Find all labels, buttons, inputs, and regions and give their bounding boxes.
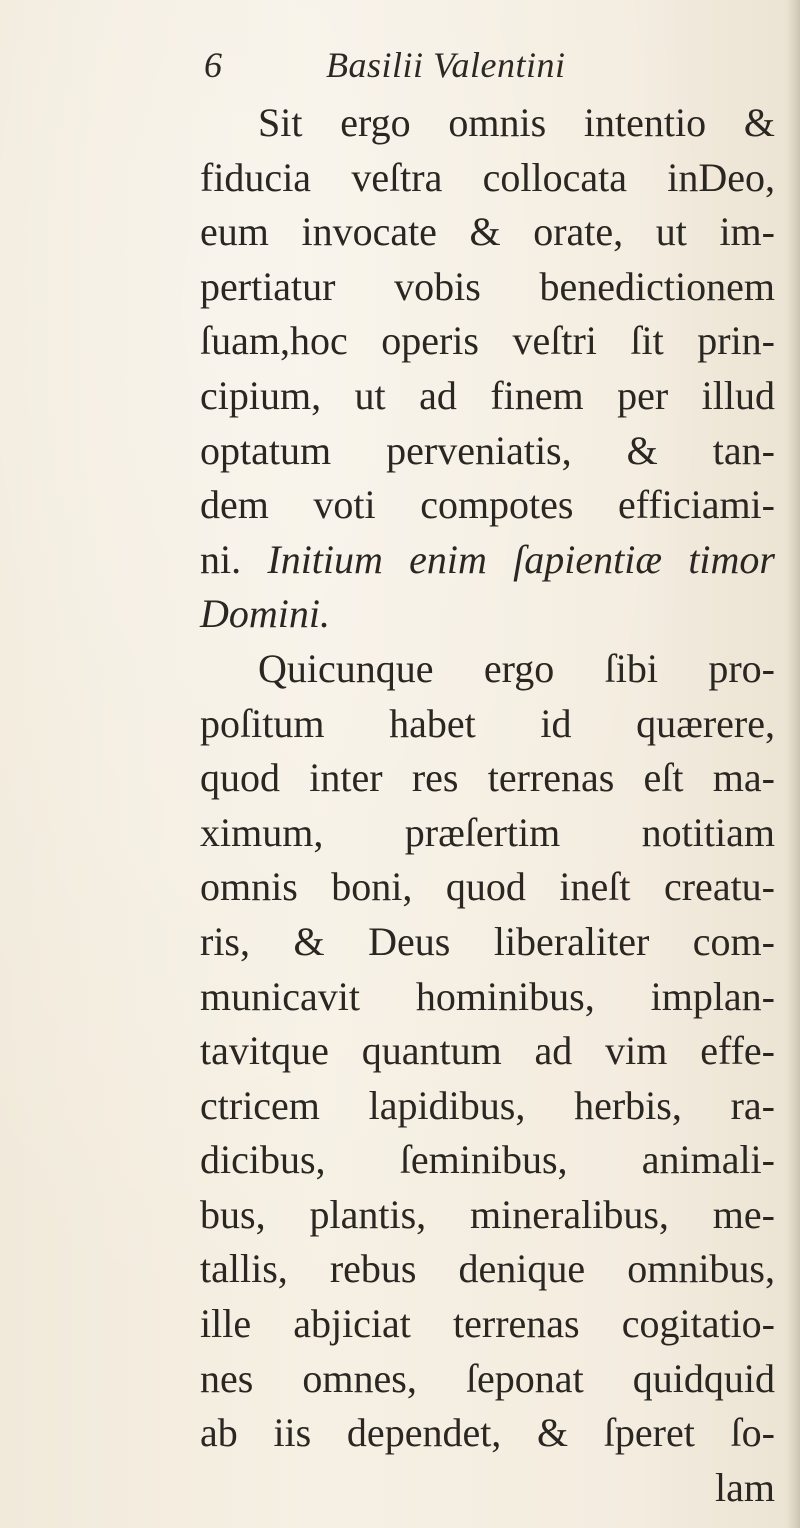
text-line: nes omnes, ſeponat quidquid <box>200 1355 775 1401</box>
text-line: ximum, præſertim notitiam <box>200 809 775 855</box>
text-line: ctricem lapidibus, herbis, ra- <box>200 1082 775 1128</box>
text-line: ris, & Deus liberaliter com- <box>200 918 775 964</box>
page-edge-shadow <box>786 0 800 1528</box>
text-line: omnis boni, quod ineſt creatu- <box>200 864 775 910</box>
text-line: dem voti compotes efficiami- <box>200 482 775 528</box>
text-line: Sit ergo omnis intentio & <box>258 100 775 145</box>
text-line: cipium, ut ad finem per illud <box>200 372 775 418</box>
body-text <box>200 96 775 1515</box>
text-line: ille abjiciat terrenas cogitatio- <box>200 1301 775 1347</box>
text-line: ſuam,hoc operis veſtri ſit prin- <box>200 318 775 364</box>
text-line: quod inter res terrenas eſt ma- <box>200 755 775 801</box>
text-line: dicibus, ſeminibus, animali- <box>200 1137 775 1183</box>
text-line: fiducia veſtra collocata inDeo, <box>200 154 775 200</box>
scripture-quote: Initium enim ſapientiæ timor <box>267 536 775 582</box>
text-line: poſitum habet id quærere, <box>200 700 775 746</box>
text-line: Quicunque ergo ſibi pro- <box>258 645 775 691</box>
page-number: 6 <box>204 45 222 85</box>
text-line-with-quote <box>200 533 775 588</box>
text-line: optatum perveniatis, & tan- <box>200 427 775 473</box>
text-line: bus, plantis, mineralibus, me- <box>200 1191 775 1237</box>
scripture-quote-end: Domini. <box>200 591 330 637</box>
running-head: Basilii Valentini <box>326 45 566 85</box>
text-line: ab iis dependet, & ſperet ſo- <box>200 1410 775 1456</box>
text-line: tallis, rebus denique omnibus, <box>200 1246 775 1292</box>
text-line: pertiatur vobis benedictionem <box>200 263 775 309</box>
text-line: municavit hominibus, implan- <box>200 973 775 1019</box>
text-fragment: ni. <box>200 536 242 582</box>
text-line: tavitque quantum ad vim effe- <box>200 1028 775 1074</box>
text-line: eum invocate & orate, ut im- <box>200 209 775 255</box>
catchword: lam <box>715 1464 775 1510</box>
